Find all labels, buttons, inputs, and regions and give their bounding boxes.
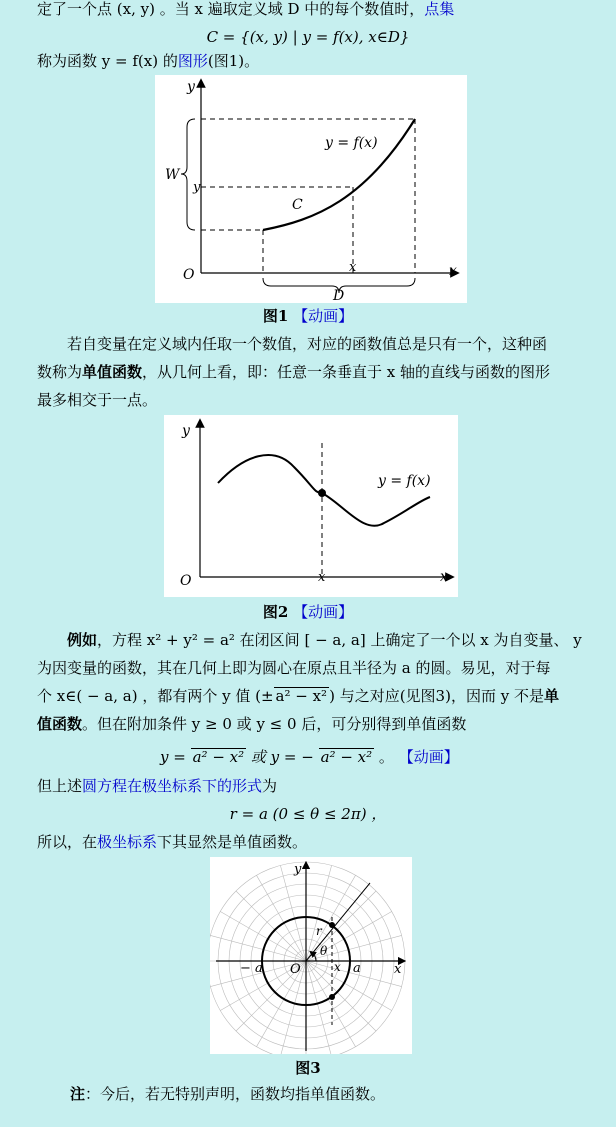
lower-point [329,994,335,1000]
fig3-caption: 图3 [295,1059,321,1077]
fig2-x-label: x [318,570,326,585]
fig1-origin-label: O [183,267,195,283]
fig2-x-axis-label: x [440,569,448,585]
fig2-y-axis-label: y [182,423,190,439]
polar-grid-ray [306,961,376,1031]
fig1-d-label: D [333,288,345,303]
example-animation-link[interactable]: 【动画】 [398,748,459,766]
fig2-caption: 图2 【动画】 [262,603,354,621]
fig1-y-label: y [193,180,201,195]
sqrt-expression: a² − x² [275,687,328,705]
fig1-x-axis-label: x [449,263,457,279]
note-line: 注：今后，若无特别声明，函数均指单值函数。 [70,1085,386,1103]
fig1-y-axis-label: y [187,79,195,95]
polar-grid-ray [280,865,306,961]
fig3-x-label: x [394,962,402,977]
w-brace [181,119,195,230]
polar-form-link[interactable]: 圆方程在极坐标系下的形式 [82,777,263,795]
figure-2 [164,415,458,597]
intro-line-3: 称为函数 y = f(x) 的图形(图1)。 [37,52,260,70]
polar-grid-ray [210,935,306,961]
ray [306,883,370,961]
fig3-a-label: a [353,961,361,976]
polar-grid-ray [306,961,332,1054]
fig3-origin-label: O [290,962,301,977]
figure-1 [155,75,467,303]
polar-line-1: 但上述圆方程在极坐标系下的形式为 [37,777,278,795]
fig1-animation-link[interactable]: 【动画】 [293,307,354,325]
fig1-x-label: x [349,260,357,275]
fig3-x-mark-label: x [334,960,341,974]
fig2-origin-label: O [180,573,192,589]
point-set-link[interactable]: 点集 [424,0,455,18]
polar-line-3: 所以，在极坐标系下其显然是单值函数。 [37,833,308,851]
fig1-caption: 图1 【动画】 [262,307,354,325]
single-valued-functions-formula: y = a² − x² 或 y = − a² − x² 。 【动画】 [160,748,459,766]
polar-grid-ray [236,891,306,961]
graph-link[interactable]: 图形 [177,52,208,70]
polar-grid [210,862,405,1054]
upper-point [329,922,335,928]
fig3-y-label: y [294,862,302,877]
fig1-func-label: y = f(x) [325,135,378,151]
fig1-c-label: C [292,197,303,213]
polar-formula: r = a (0 ≤ θ ≤ 2π) ， [229,805,387,823]
polar-coordinate-link[interactable]: 极坐标系 [97,833,158,851]
intro-line-1 [37,0,587,20]
set-formula: C = {(x, y) | y = f(x), x∈D} [206,28,410,46]
fig1-w-label: W [165,167,180,183]
paragraph-single-valued: 若自变量在定义域内任取一个数值，对应的函数值总是只有一个，这种函 数称为单值函数，从几何上看，即：任意一条垂直于 x 轴的直线与函数的图形 最多相交于一点。 [37,335,551,409]
fig3-r-label: r [316,924,322,938]
intersection-point [318,489,326,497]
fig3-theta-label: θ [320,944,328,958]
fig2-animation-link[interactable]: 【动画】 [293,603,354,621]
polar-grid-ray [306,865,332,961]
figure-3 [210,857,412,1054]
paragraph-example: 例如，方程 x² + y² = a² 在闭区间 [ − a, a] 上确定了一个以 x 为自变量、 y 为因变量的函数，其在几何上即为圆心在原点且半径为 a 的圆。易见，对于每 个 x∈( − a, a) ，都有两个 y 值 (± a² − x² ) 与之对应(见图3)，因而 y 不是单 值函数。但在附加条件 y ≥ 0 或 y ≤ 0 后，可分别得到单值函数 [37,631,582,733]
fig2-func-label: y = f(x) [378,473,431,489]
fig3-neg-a-label: − a [240,961,263,976]
intro-text: 定了一个点 (x, y) 。当 x 遍取定义域 D 中的每个数值时， [37,0,425,18]
